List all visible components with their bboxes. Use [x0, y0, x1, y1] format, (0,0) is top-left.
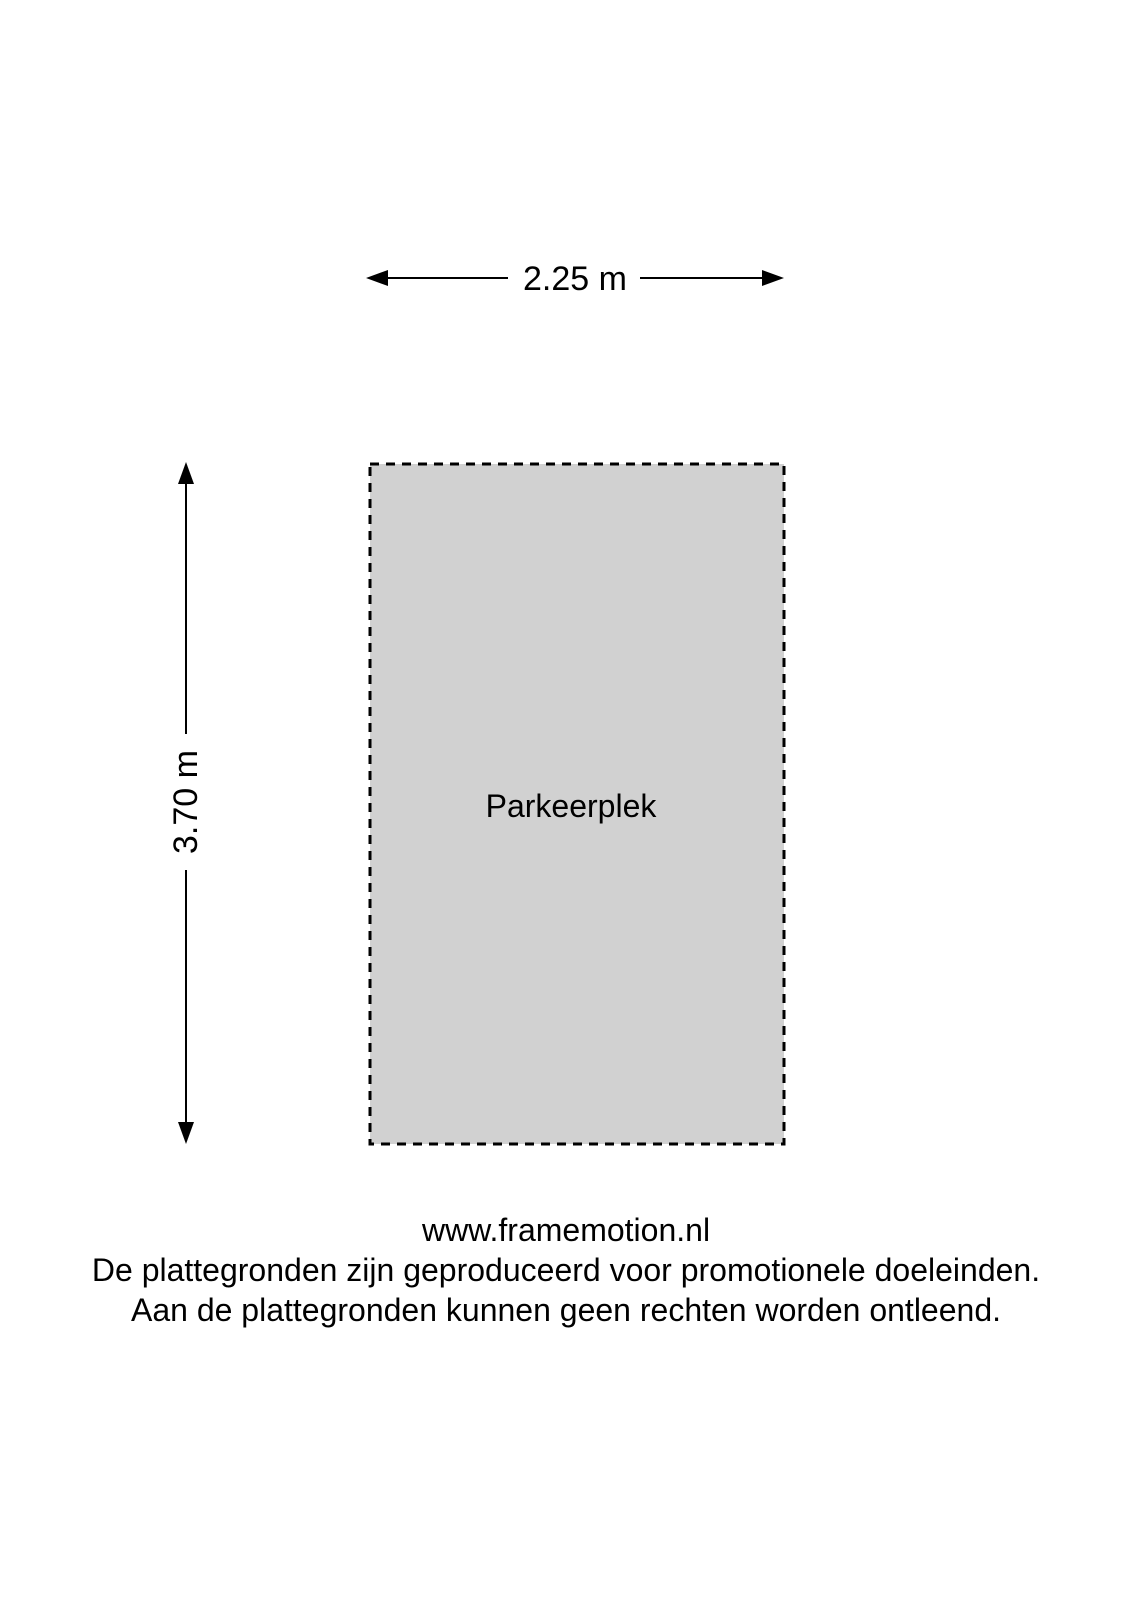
height-arrow-top-icon	[178, 462, 194, 484]
room-label: Parkeerplek	[485, 788, 657, 824]
width-arrow-left-icon	[366, 270, 388, 286]
disclaimer-line-2: Aan de plattegronden kunnen geen rechten worden ontleend.	[130, 1292, 1001, 1328]
website-url: www.framemotion.nl	[421, 1212, 711, 1248]
footer-disclaimer	[0, 1210, 1132, 1330]
room-parkeerplek	[370, 464, 784, 1144]
width-arrow-right-icon	[762, 270, 784, 286]
height-dimension-label: 3.70 m	[167, 750, 205, 854]
height-arrow-bottom-icon	[178, 1122, 194, 1144]
width-dimension	[366, 260, 784, 298]
width-dimension-label: 2.25 m	[523, 260, 627, 298]
height-dimension	[167, 462, 205, 1144]
disclaimer-line-1: De plattegronden zijn geproduceerd voor promotionele doeleinden.	[91, 1252, 1041, 1288]
